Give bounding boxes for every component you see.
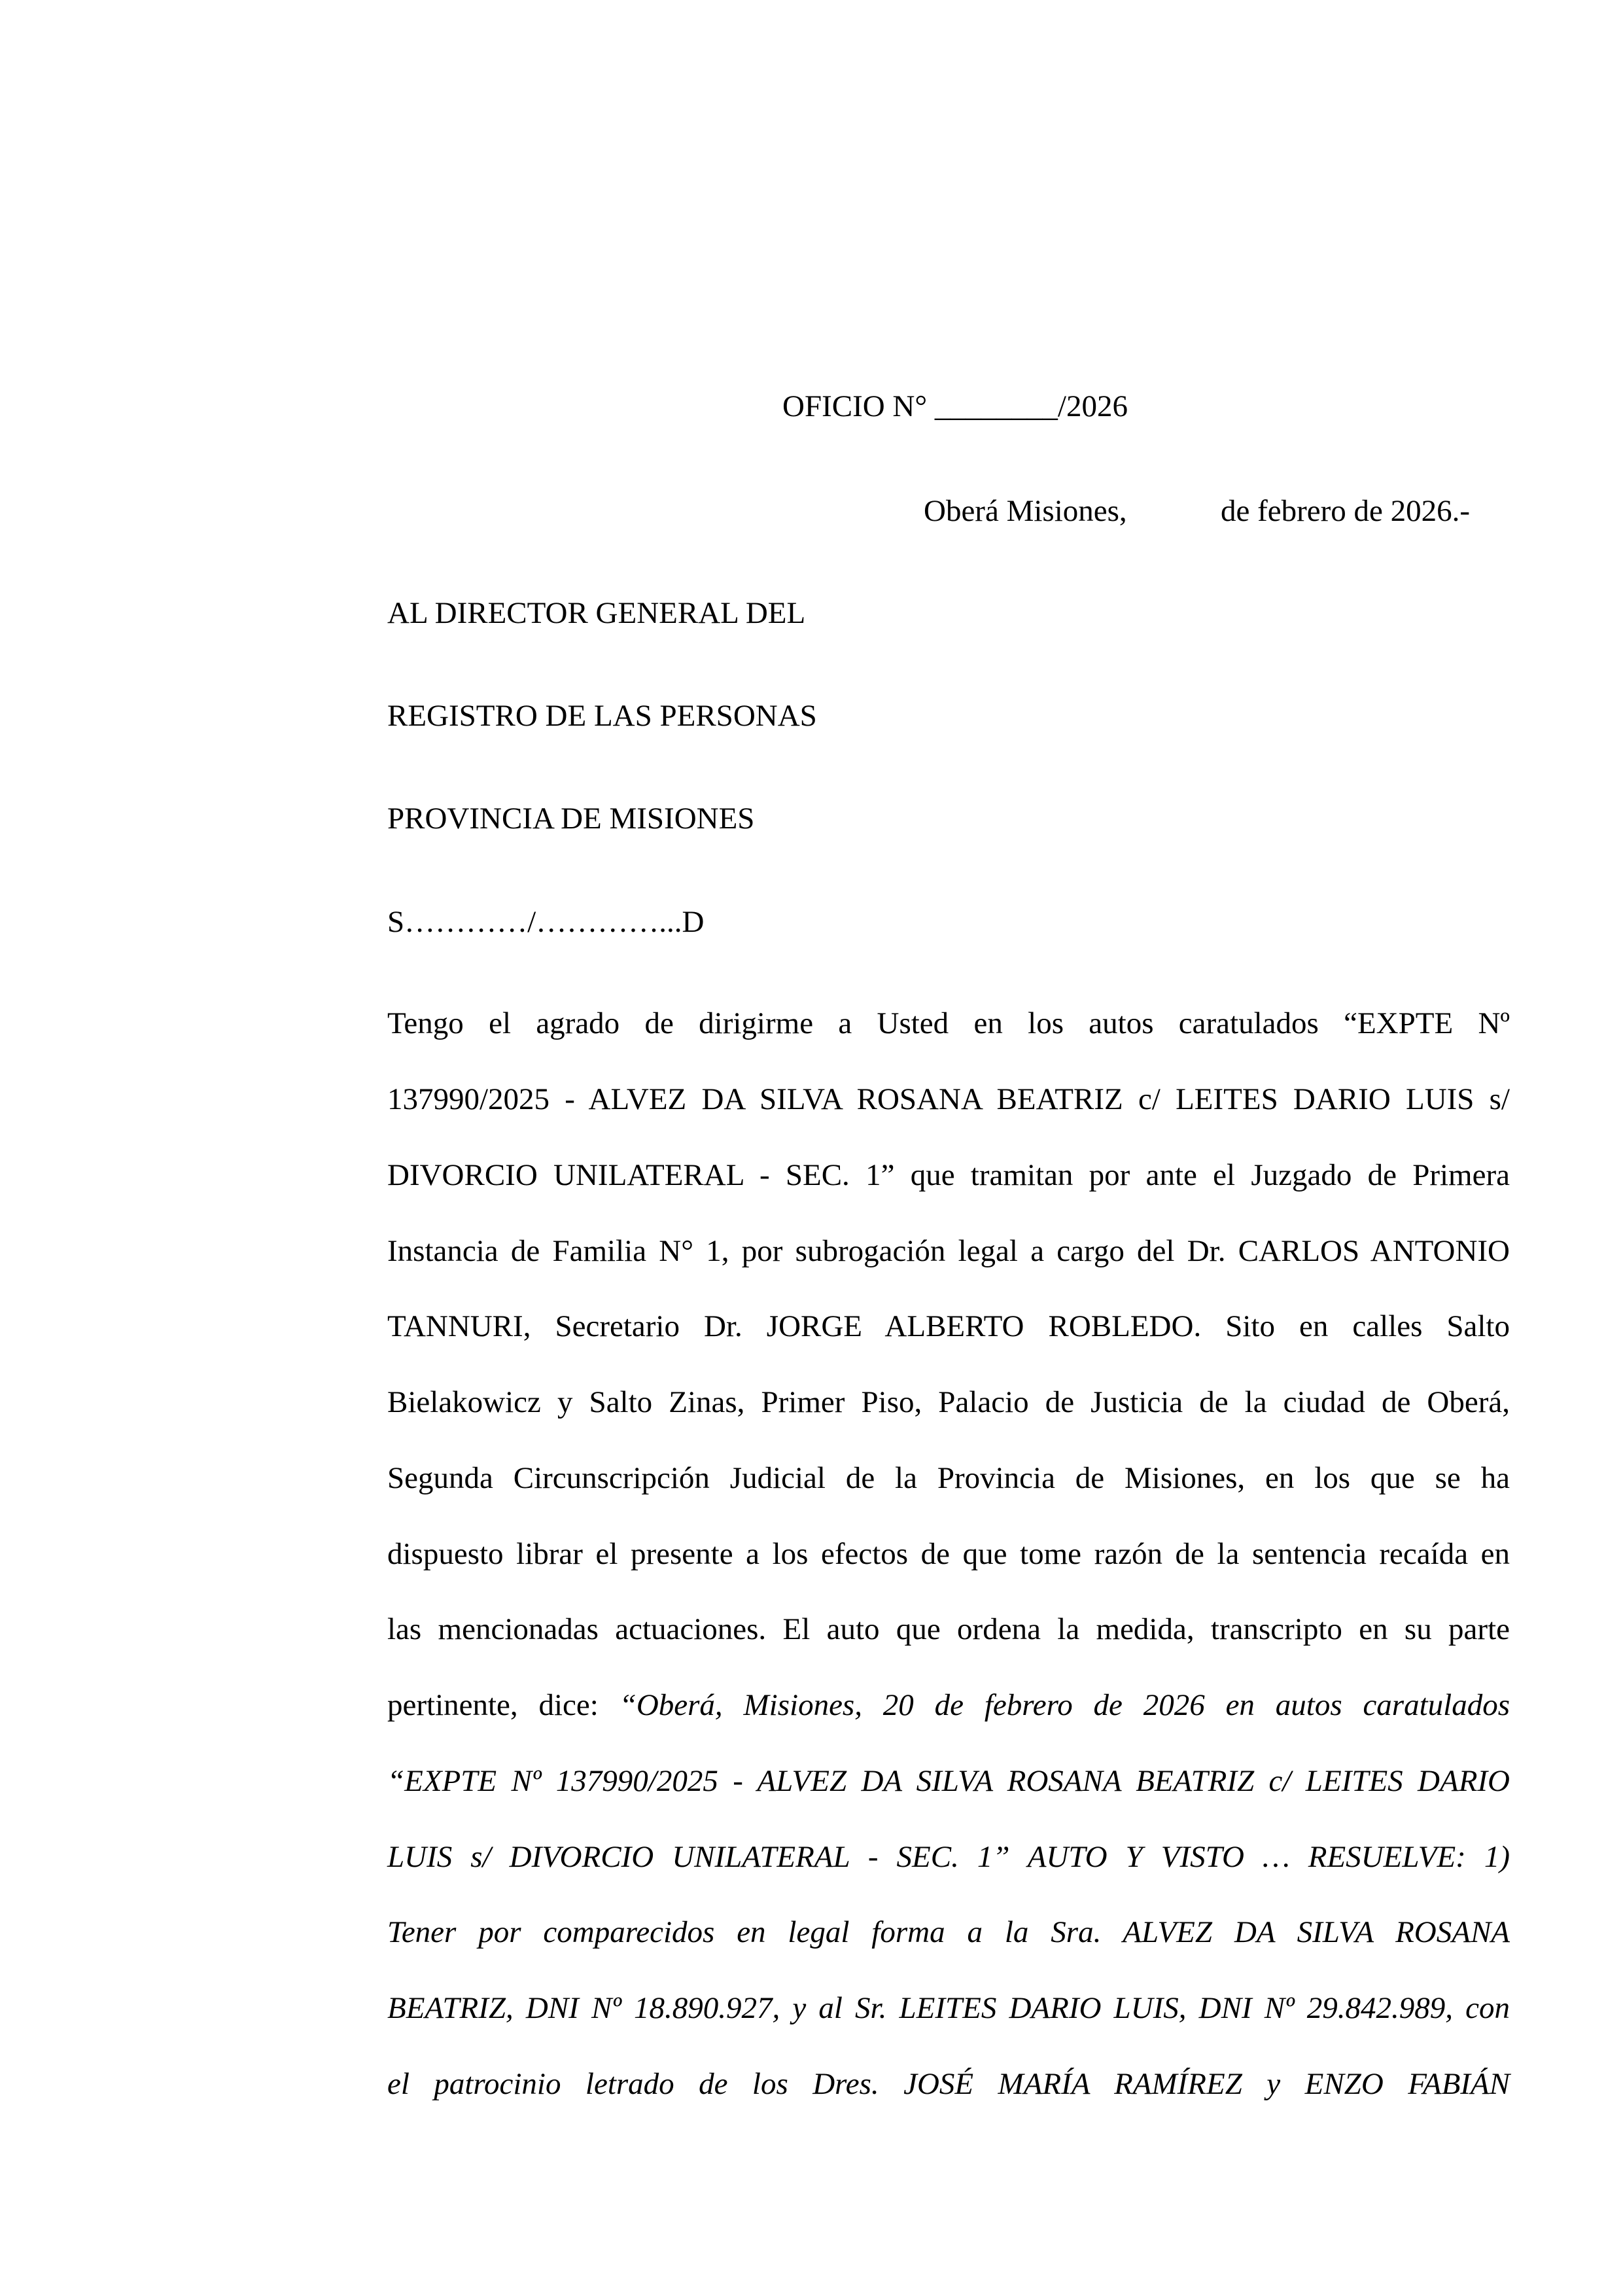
quote-line-5: el patrocinio letrado de los Dres. JOSÉ MARÍA RAMÍREZ y ENZO FABIÁN [387, 2067, 1510, 2101]
body-line-3: DIVORCIO UNILATERAL - SEC. 1” que tramitan por ante el Juzgado de Primera [387, 1158, 1510, 1192]
place: Oberá Misiones, [924, 494, 1127, 528]
body-line-4: Instancia de Familia N° 1, por subrogación legal a cargo del Dr. CARLOS ANTONIO [387, 1234, 1510, 1268]
recipient-line-3: PROVINCIA DE MISIONES [387, 802, 755, 836]
body-line-10 [387, 1690, 1510, 1721]
body-line-7: Segunda Circunscripción Judicial de la Provincia de Misiones, en los que se ha [387, 1461, 1510, 1495]
body-line-2: 137990/2025 - ALVEZ DA SILVA ROSANA BEATRIZ c/ LEITES DARIO LUIS s/ [387, 1082, 1510, 1116]
recipient-line-2: REGISTRO DE LAS PERSONAS [387, 699, 817, 733]
body-line-5: TANNURI, Secretario Dr. JORGE ALBERTO ROBLEDO. Sito en calles Salto [387, 1309, 1510, 1343]
date: de febrero de 2026.- [1221, 494, 1471, 528]
body-line-9: las mencionadas actuaciones. El auto que ordena la medida, transcripto en su parte [387, 1612, 1510, 1646]
salutation: S…………/…………...D [387, 905, 705, 939]
quote-line-4: BEATRIZ, DNI Nº 18.890.927, y al Sr. LEITES DARIO LUIS, DNI Nº 29.842.989, con [387, 1991, 1510, 2025]
recipient-line-1: AL DIRECTOR GENERAL DEL [387, 596, 806, 630]
body-line-6: Bielakowicz y Salto Zinas, Primer Piso, Palacio de Justicia de la ciudad de Oberá, [387, 1385, 1510, 1419]
body-line-1: Tengo el agrado de dirigirme a Usted en los autos caratulados “EXPTE Nº [387, 1006, 1510, 1040]
oficio-number: OFICIO N° ________/2026 [782, 389, 1128, 423]
quote-line-2: LUIS s/ DIVORCIO UNILATERAL - SEC. 1” AUTO Y VISTO … RESUELVE: 1) [387, 1840, 1510, 1874]
body-line-8: dispuesto librar el presente a los efectos de que tome razón de la sentencia recaída en [387, 1537, 1510, 1571]
quote-line-1: “EXPTE Nº 137990/2025 - ALVEZ DA SILVA ROSANA BEATRIZ c/ LEITES DARIO [387, 1764, 1510, 1798]
quote-line-3: Tener por comparecidos en legal forma a la Sra. ALVEZ DA SILVA ROSANA [387, 1915, 1510, 1949]
body-line-10-plain: pertinente, dice: [387, 1688, 599, 1722]
body-line-10-italic: “Oberá, Misiones, 20 de febrero de 2026 en autos caratulados [619, 1688, 1510, 1722]
